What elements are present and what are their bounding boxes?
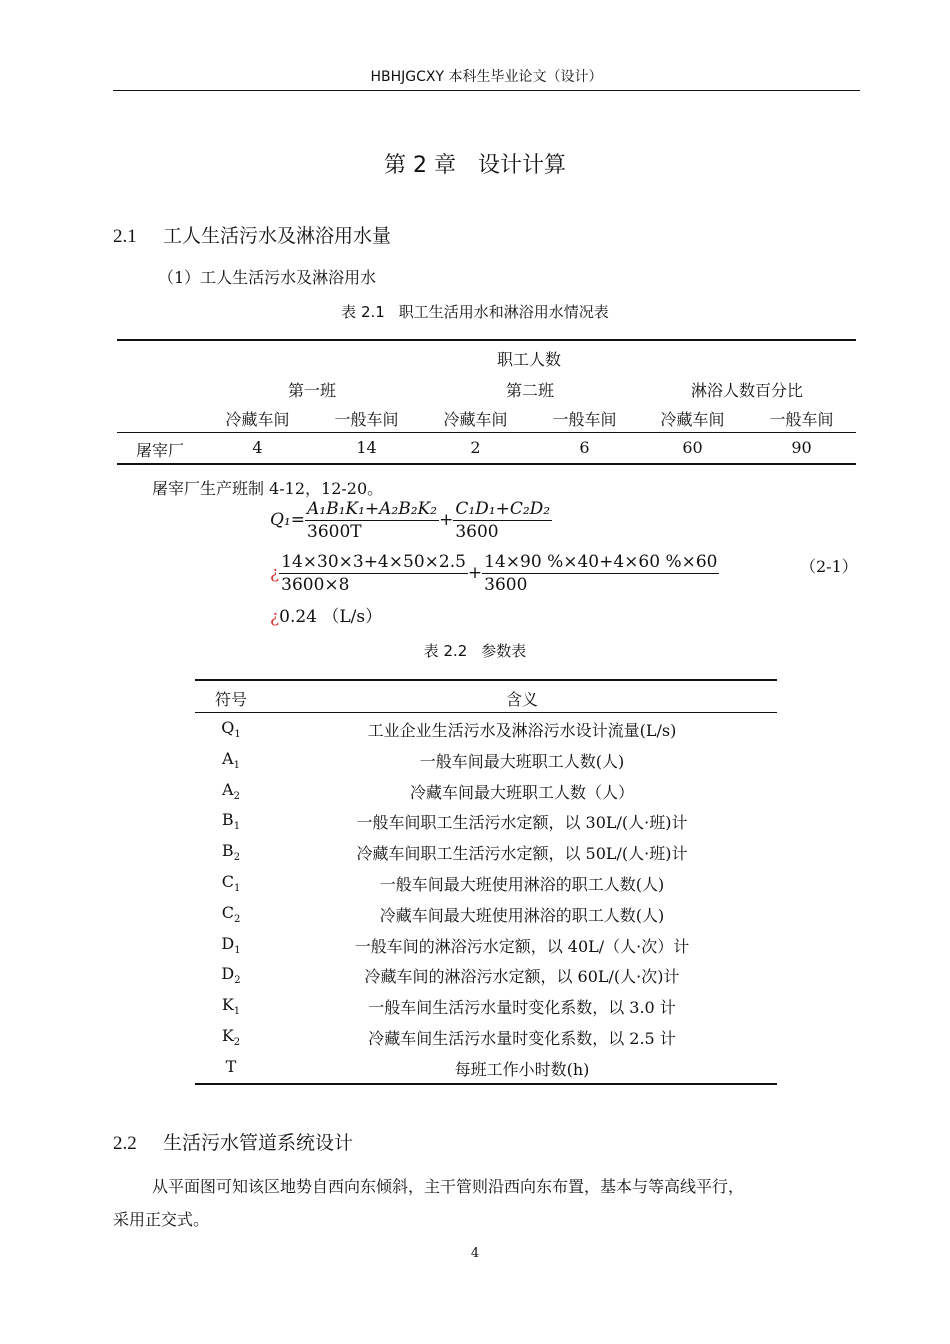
table2-symbol-subscript: 1 [234,729,241,741]
table2-meaning: 工业企业生活污水及淋浴污水设计流量(L/s) [367,721,677,740]
table2-row [195,995,777,1026]
table2-symbol-letter: K [221,995,234,1015]
section-title: 生活污水管道系统设计 [163,1132,354,1154]
table2-meaning: 每班工作小时数(h) [454,1059,590,1079]
table1-cell: 6 [579,438,590,457]
table2-symbol [195,872,267,894]
table1-cell: 14 [356,438,377,457]
paragraph-line: 从平面图可知该区地势自西向东倾斜，主干管则沿西向东布置，基本与等高线平行， [152,1177,745,1196]
formula-fraction [305,499,439,542]
formula-lhs: Q₁= [270,510,305,530]
table2-symbol-letter: Q [221,718,235,737]
table2-symbol-subscript: 1 [233,821,241,833]
shift-note: 屠宰厂生产班制 4-12，12-20。 [152,479,384,498]
table2-symbol-letter: C [221,902,234,922]
formula-denominator: 3600×8 [281,575,350,595]
table1-subgroup: 第二班 [505,381,554,400]
table1-subgroup: 淋浴人数百分比 [690,381,803,400]
formula-line-3 [270,602,382,627]
table2-symbol-subscript: 2 [233,790,240,802]
table2-symbol-letter: K [221,1026,234,1045]
table2-header-meaning: 含义 [505,690,538,709]
table1-column-header: 冷藏车间 [443,410,508,429]
table2-meaning: 一般车间生活污水量时变化系数，以 3.0 计 [368,998,676,1018]
table2-symbol-letter: A [222,748,234,768]
table2-symbol [195,810,267,832]
table2-top-rule [195,679,777,681]
table2-meaning: 冷藏车间最大班使用淋浴的职工人数(人) [379,905,665,925]
section-number: 2.2 [113,1133,137,1154]
table2-header-symbol: 符号 [214,690,247,709]
chapter-name: 设计计算 [477,153,566,178]
formula-mark: ¿ [270,607,280,627]
formula-numerator: A₁B₁K₁+A₂B₂K₂ [307,499,438,519]
table2-row [195,749,777,780]
formula-fraction [482,552,719,595]
table2-row [195,718,777,749]
formula-mark: ¿ [270,563,280,583]
page-header: HBHJGCXY 本科生毕业论文（设计） [370,69,603,85]
chapter-title [0,148,950,179]
table2-row [195,903,777,934]
table1-cell: 4 [252,438,263,457]
formula-fraction [453,499,552,542]
table2-symbol-subscript: 1 [233,1006,241,1018]
table1-bottom-rule [117,463,856,465]
table2-row [195,872,777,903]
table2-meaning: 冷藏车间职工生活污水定额，以 50L/(人·班)计 [356,844,688,864]
table2-caption-number: 表 2.2 [423,642,468,660]
formula-denominator: 3600T [307,522,362,542]
subheading: （1）工人生活污水及淋浴用水 [158,268,377,287]
chapter-number: 第 2 章 [384,153,456,178]
table2-symbol-subscript: 1 [234,944,241,956]
table2-row [195,780,777,811]
table2-symbol-subscript: 2 [233,1037,241,1049]
table2-symbol-subscript: 1 [233,759,240,771]
table2-symbol [195,841,267,863]
table2-symbol-letter: D [221,933,235,953]
formula-numerator: 14×90 %×40+4×60 %×60 [484,552,718,572]
equation-number: （2-1） [800,557,858,576]
header-rule [113,90,860,91]
table1-row-label: 屠宰厂 [135,441,184,460]
table1-column-header: 一般车间 [334,410,399,429]
table2-caption [0,640,950,661]
table1-column-header: 冷藏车间 [660,410,725,429]
table2-symbol [195,749,267,771]
table2-symbol-letter: C [221,872,234,891]
table2-symbol-letter: D [221,964,235,984]
paragraph-line: 采用正交式。 [113,1210,210,1229]
section-heading-2-2 [113,1128,353,1155]
table2-meaning: 冷藏车间生活污水量时变化系数，以 2.5 计 [368,1029,676,1048]
table2-symbol-letter: A [222,779,234,799]
table1-group-header: 职工人数 [496,350,561,369]
formula-plus: + [467,563,483,583]
table1-caption-title: 职工生活用水和淋浴用水情况表 [398,303,609,321]
section-title: 工人生活污水及淋浴用水量 [163,225,392,247]
table2-symbol-subscript: 2 [233,913,241,925]
formula-fraction [279,552,468,595]
table2-meaning: 冷藏车间最大班职工人数（人） [409,782,634,802]
table1-top-rule [117,339,856,341]
formula-denominator: 3600 [484,575,528,595]
table2-symbol-subscript: 2 [234,975,241,987]
table2-bottom-rule [195,1083,777,1085]
formula-result: 0.24 （L/s） [279,607,383,627]
table2-meaning: 一般车间职工生活污水定额，以 30L/(人·班)计 [356,813,688,833]
formula-plus: + [439,510,454,530]
table2-header-row [195,687,777,718]
table2-row [195,841,777,872]
table2-row [195,934,777,965]
table2-header-rule [195,712,777,713]
formula-line-1 [270,499,552,542]
table1-column-header: 冷藏车间 [225,410,290,429]
formula-line-2 [270,552,719,595]
formula-numerator: C₁D₁+C₂D₂ [455,499,551,519]
section-number: 2.1 [113,226,137,247]
table1-column-header: 一般车间 [552,410,617,429]
table2-symbol [195,995,267,1017]
table2-meaning: 一般车间最大班使用淋浴的职工人数(人) [379,875,665,894]
section-heading-2-1 [113,221,391,248]
table2-symbol-subscript: 2 [233,852,241,864]
table2-symbol-letter: T [225,1056,237,1076]
table1-caption [0,301,950,322]
table1-cell: 90 [791,438,812,457]
table2-symbol [195,1057,267,1076]
table2-meaning: 一般车间的淋浴污水定额，以 40L/（人·次）计 [354,936,690,956]
table2-meaning: 冷藏车间的淋浴污水定额，以 60L/(人·次)计 [364,967,680,987]
table1-caption-number: 表 2.1 [341,303,385,321]
formula-numerator: 14×30×3+4×50×2.5 [281,552,466,572]
table2-symbol-subscript: 1 [233,883,241,895]
table2-row [195,964,777,995]
table2-caption-title: 参数表 [481,642,527,660]
table2-meaning: 一般车间最大班职工人数(人) [419,751,625,771]
table1-cell: 60 [682,438,703,457]
table2-row [195,1026,777,1057]
table1-subgroup: 第一班 [287,381,336,400]
table2-row [195,810,777,841]
table2-symbol [195,934,267,956]
table2-symbol [195,718,267,740]
table2-symbol [195,903,267,925]
table2-symbol [195,964,267,986]
table1-cell: 2 [470,438,481,457]
table2-symbol [195,780,267,802]
table2-symbol [195,1026,267,1048]
table1-header-rule [117,432,856,433]
table1-column-header: 一般车间 [769,410,834,429]
table2-symbol-letter: B [221,810,234,830]
page-number: 4 [470,1246,480,1261]
formula-denominator: 3600 [455,522,499,542]
table2-symbol-letter: B [221,841,234,861]
